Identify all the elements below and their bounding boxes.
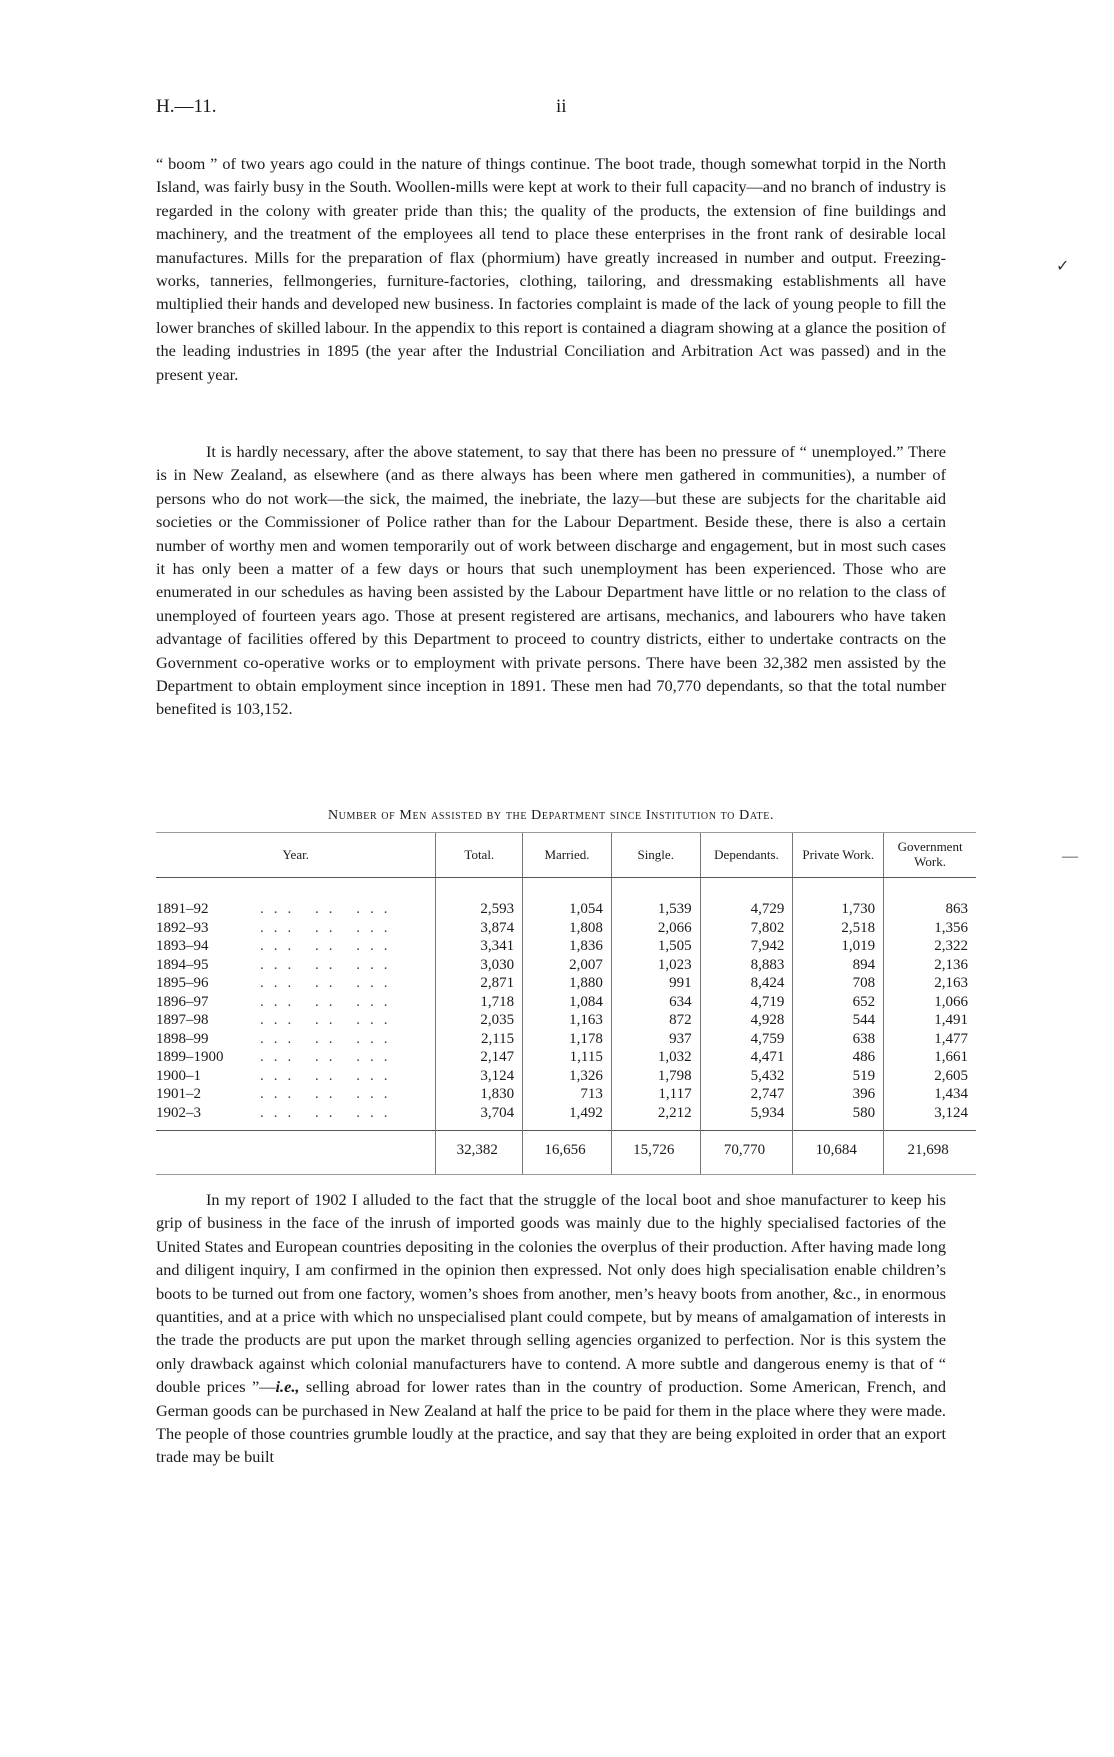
cell-value: 580: [793, 1104, 884, 1131]
cell-value: 7,802: [700, 919, 793, 938]
men-assisted-table: [156, 832, 976, 1175]
cell-value: 1,808: [523, 919, 612, 938]
cell-value: 2,035: [436, 1011, 523, 1030]
cell-value: 2,212: [611, 1104, 700, 1131]
table-caption: Number of Men assisted by the Department since Institution to Date.: [327, 808, 775, 823]
cell-value: 8,883: [700, 956, 793, 975]
paragraph-boot-trade: [156, 1188, 946, 1469]
col-single: Single.: [611, 833, 700, 878]
totals-label-cell: [156, 1131, 436, 1175]
table-row: [156, 993, 976, 1012]
cell-value: 1,019: [793, 937, 884, 956]
cell-value: 7,942: [700, 937, 793, 956]
year-label: 1902–3: [156, 1104, 201, 1121]
cell-value: 3,124: [436, 1067, 523, 1086]
table-row: [156, 1030, 976, 1049]
cell-value: 2,871: [436, 974, 523, 993]
leader-dots: ... .. ...: [260, 975, 398, 991]
table-row: [156, 1011, 976, 1030]
cell-value: 2,136: [884, 956, 976, 975]
cell-value: 3,341: [436, 937, 523, 956]
cell-value: 1,880: [523, 974, 612, 993]
cell-value: 2,147: [436, 1048, 523, 1067]
cell-value: 1,032: [611, 1048, 700, 1067]
cell-year: [156, 919, 436, 938]
cell-value: 708: [793, 974, 884, 993]
cell-value: 1,830: [436, 1085, 523, 1104]
table-row: [156, 1104, 976, 1131]
cell-value: 1,539: [611, 878, 700, 919]
year-label: 1891–92: [156, 901, 209, 917]
cell-value: 4,471: [700, 1048, 793, 1067]
cell-value: 1,356: [884, 919, 976, 938]
cell-value: 3,704: [436, 1104, 523, 1131]
leader-dots: ... .. ...: [260, 993, 398, 1010]
table-row: [156, 919, 976, 938]
cell-year: [156, 1048, 436, 1067]
cell-value: 4,719: [700, 993, 793, 1012]
paragraph-boot-trade-part1: In my report of 1902 I alluded to the fact that the struggle of the local boot and shoe manufacturer to keep his grip of business in the face of the inrush of imported goods was mainly due to the highly specialised factories of the United States and European countries depositing in the colonies the overplus of their production. After having made long and diligent inquiry, I am confirmed in the opinion then expressed. Not only does high specialisation enable children’s boots to be turned out from one factory, women’s shoes from another, men’s heavy boots from another, &c., in enormous quantities, and at a price with which no unspecialised plant could compete, but by means of amalgamation of interests in the trade the products are put upon the market through selling agencies organized to perfection. Nor is this system the only drawback against which colonial manufacturers have to contend. A more subtle and dangerous enemy is that of “ double prices ”—: [156, 1190, 946, 1397]
leader-dots: ... .. ...: [260, 919, 398, 936]
cell-value: 652: [793, 993, 884, 1012]
total-value: 15,726: [611, 1131, 700, 1175]
leader-dots: ... .. ...: [260, 956, 398, 973]
cell-value: 396: [793, 1085, 884, 1104]
year-label: 1901–2: [156, 1086, 201, 1102]
cell-value: 5,432: [700, 1067, 793, 1086]
total-value: 70,770: [700, 1131, 793, 1175]
cell-value: 1,326: [523, 1067, 612, 1086]
paragraph-unemployed: It is hardly necessary, after the above statement, to say that there has been no pressure of “ unemployed.” There is in New Zealand, as elsewhere (and as there always has been where men gathered in communities), a number of persons who do not work—the sick, the maimed, the inebriate, the lazy—but these are subjects for the charitable aid societies or the Commissioner of Police rather than for the Labour Department. Beside these, there is also a certain number of worthy men and women temporarily out of work between discharge and engagement, but in most such cases it has only been a matter of a few days or hours that such unemployment has been experienced. Those who are enumerated in our schedules as having been assisted by the Labour Department have little or no relation to the class of unemployed of fourteen years ago. Those at present registered are artisans, mechanics, and labourers who have taken advantage of facilities offered by this Department to proceed to country districts, either to undertake contracts on the Government co-operative works or to employment with private persons. There have been 32,382 men assisted by the Department to obtain employment since inception in 1891. These men had 70,770 dependants, so that the total number benefited is 103,152.: [156, 442, 946, 719]
table-row: [156, 878, 976, 919]
cell-value: 1,730: [793, 878, 884, 919]
leader-dots: ... .. ...: [260, 938, 398, 954]
cell-value: 1,054: [523, 878, 612, 919]
table-row: [156, 937, 976, 956]
cell-value: 2,007: [523, 956, 612, 975]
table-row: [156, 974, 976, 993]
cell-value: 1,661: [884, 1048, 976, 1067]
cell-year: [156, 1085, 436, 1104]
cell-value: 1,117: [611, 1085, 700, 1104]
year-label: 1894–95: [156, 956, 209, 973]
cell-value: 634: [611, 993, 700, 1012]
cell-value: 4,729: [700, 878, 793, 919]
cell-value: 1,023: [611, 956, 700, 975]
cell-value: 2,115: [436, 1030, 523, 1049]
cell-value: 937: [611, 1030, 700, 1049]
cell-value: 1,477: [884, 1030, 976, 1049]
cell-value: 2,747: [700, 1085, 793, 1104]
page-header: [156, 96, 946, 126]
cell-value: 863: [884, 878, 976, 919]
cell-value: 713: [523, 1085, 612, 1104]
cell-year: [156, 1104, 436, 1131]
cell-value: 894: [793, 956, 884, 975]
table-row: [156, 1067, 976, 1086]
cell-value: 1,836: [523, 937, 612, 956]
cell-value: 2,163: [884, 974, 976, 993]
cell-value: 4,928: [700, 1011, 793, 1030]
cell-value: 1,084: [523, 993, 612, 1012]
cell-value: 2,593: [436, 878, 523, 919]
cell-value: 486: [793, 1048, 884, 1067]
year-label: 1893–94: [156, 938, 209, 954]
year-label: 1897–98: [156, 1012, 209, 1028]
cell-value: 1,115: [523, 1048, 612, 1067]
table-row: [156, 1048, 976, 1067]
total-value: 32,382: [436, 1131, 523, 1175]
col-private-work: Private Work.: [793, 833, 884, 878]
cell-value: 544: [793, 1011, 884, 1030]
cell-year: [156, 993, 436, 1012]
year-label: 1895–96: [156, 975, 209, 991]
cell-value: 872: [611, 1011, 700, 1030]
page-number: ii: [556, 96, 567, 117]
leader-dots: ... .. ...: [260, 1049, 398, 1065]
cell-value: 3,874: [436, 919, 523, 938]
cell-value: 2,322: [884, 937, 976, 956]
cell-value: 2,518: [793, 919, 884, 938]
table-header-row: [156, 833, 976, 878]
margin-tick-mark: ✓: [1056, 258, 1070, 275]
year-label: 1892–93: [156, 919, 209, 936]
total-value: 16,656: [523, 1131, 612, 1175]
paragraph-boot-trade-part2: selling abroad for lower rates than in the country of production. Some American, French, and German goods can be purchased in New Zealand at half the price to be paid for them in the place where they were made. The people of those countries grumble loudly at the practice, and say that they are being exploited in order that an export trade may be built: [156, 1377, 946, 1467]
cell-year: [156, 1067, 436, 1086]
cell-value: 1,491: [884, 1011, 976, 1030]
ie-abbreviation: i.e.,: [275, 1377, 300, 1397]
cell-value: 1,163: [523, 1011, 612, 1030]
cell-year: [156, 878, 436, 919]
year-label: 1900–1: [156, 1067, 201, 1084]
table-row: [156, 956, 976, 975]
col-dependants: Dependants.: [700, 833, 793, 878]
year-label: 1899–1900: [156, 1049, 224, 1065]
margin-dash-mark: —: [1062, 848, 1078, 865]
cell-year: [156, 1030, 436, 1049]
cell-value: 1,798: [611, 1067, 700, 1086]
col-year: Year.: [156, 833, 436, 878]
cell-value: 1,718: [436, 993, 523, 1012]
leader-dots: ... .. ...: [260, 1086, 398, 1102]
cell-value: 1,066: [884, 993, 976, 1012]
col-total: Total.: [436, 833, 523, 878]
cell-value: 638: [793, 1030, 884, 1049]
col-government-work: Government Work.: [884, 833, 976, 878]
leader-dots: ... .. ...: [260, 1012, 398, 1028]
totals-row: [156, 1131, 976, 1175]
cell-year: [156, 937, 436, 956]
cell-value: 1,434: [884, 1085, 976, 1104]
leader-dots: ... .. ...: [260, 1067, 398, 1084]
cell-value: 8,424: [700, 974, 793, 993]
table-row: [156, 1085, 976, 1104]
cell-value: 1,492: [523, 1104, 612, 1131]
year-label: 1898–99: [156, 1030, 209, 1047]
table-body: [156, 878, 976, 1175]
cell-value: 5,934: [700, 1104, 793, 1131]
col-married: Married.: [523, 833, 612, 878]
cell-value: 2,066: [611, 919, 700, 938]
leader-dots: ... .. ...: [260, 1030, 398, 1047]
cell-value: 3,030: [436, 956, 523, 975]
leader-dots: ... .. ...: [260, 901, 398, 917]
cell-value: 3,124: [884, 1104, 976, 1131]
cell-value: 2,605: [884, 1067, 976, 1086]
year-label: 1896–97: [156, 993, 209, 1010]
cell-value: 1,505: [611, 937, 700, 956]
leader-dots: ... .. ...: [260, 1104, 398, 1121]
cell-year: [156, 1011, 436, 1030]
cell-year: [156, 974, 436, 993]
total-value: 10,684: [793, 1131, 884, 1175]
cell-value: 1,178: [523, 1030, 612, 1049]
cell-value: 519: [793, 1067, 884, 1086]
paragraph-industry: “ boom ” of two years ago could in the nature of things continue. The boot trade, though somewhat torpid in the North Island, was fairly busy in the South. Woollen-mills were kept at work to their full capacity—and no branch of industry is regarded in the colony with greater pride than this; the quality of the products, the extension of fine buildings and machinery, and the treatment of the employees all tend to place these enterprises in the front rank of desirable local manufactures. Mills for the preparation of flax (phormium) have greatly increased in number and output. Freezing-works, tanneries, fellmongeries, furniture-factories, clothing, tailoring, and dressmaking establishments all have multiplied their hands and developed new business. In factories complaint is made of the lack of young people to fill the lower branches of skilled labour. In the appendix to this report is contained a diagram showing at a glance the position of the leading industries in 1895 (the year after the Industrial Conciliation and Arbitration Act was passed) and in the present year.: [156, 154, 946, 384]
cell-year: [156, 956, 436, 975]
total-value: 21,698: [884, 1131, 976, 1175]
cell-value: 991: [611, 974, 700, 993]
cell-value: 4,759: [700, 1030, 793, 1049]
document-reference: H.—11.: [156, 96, 217, 117]
